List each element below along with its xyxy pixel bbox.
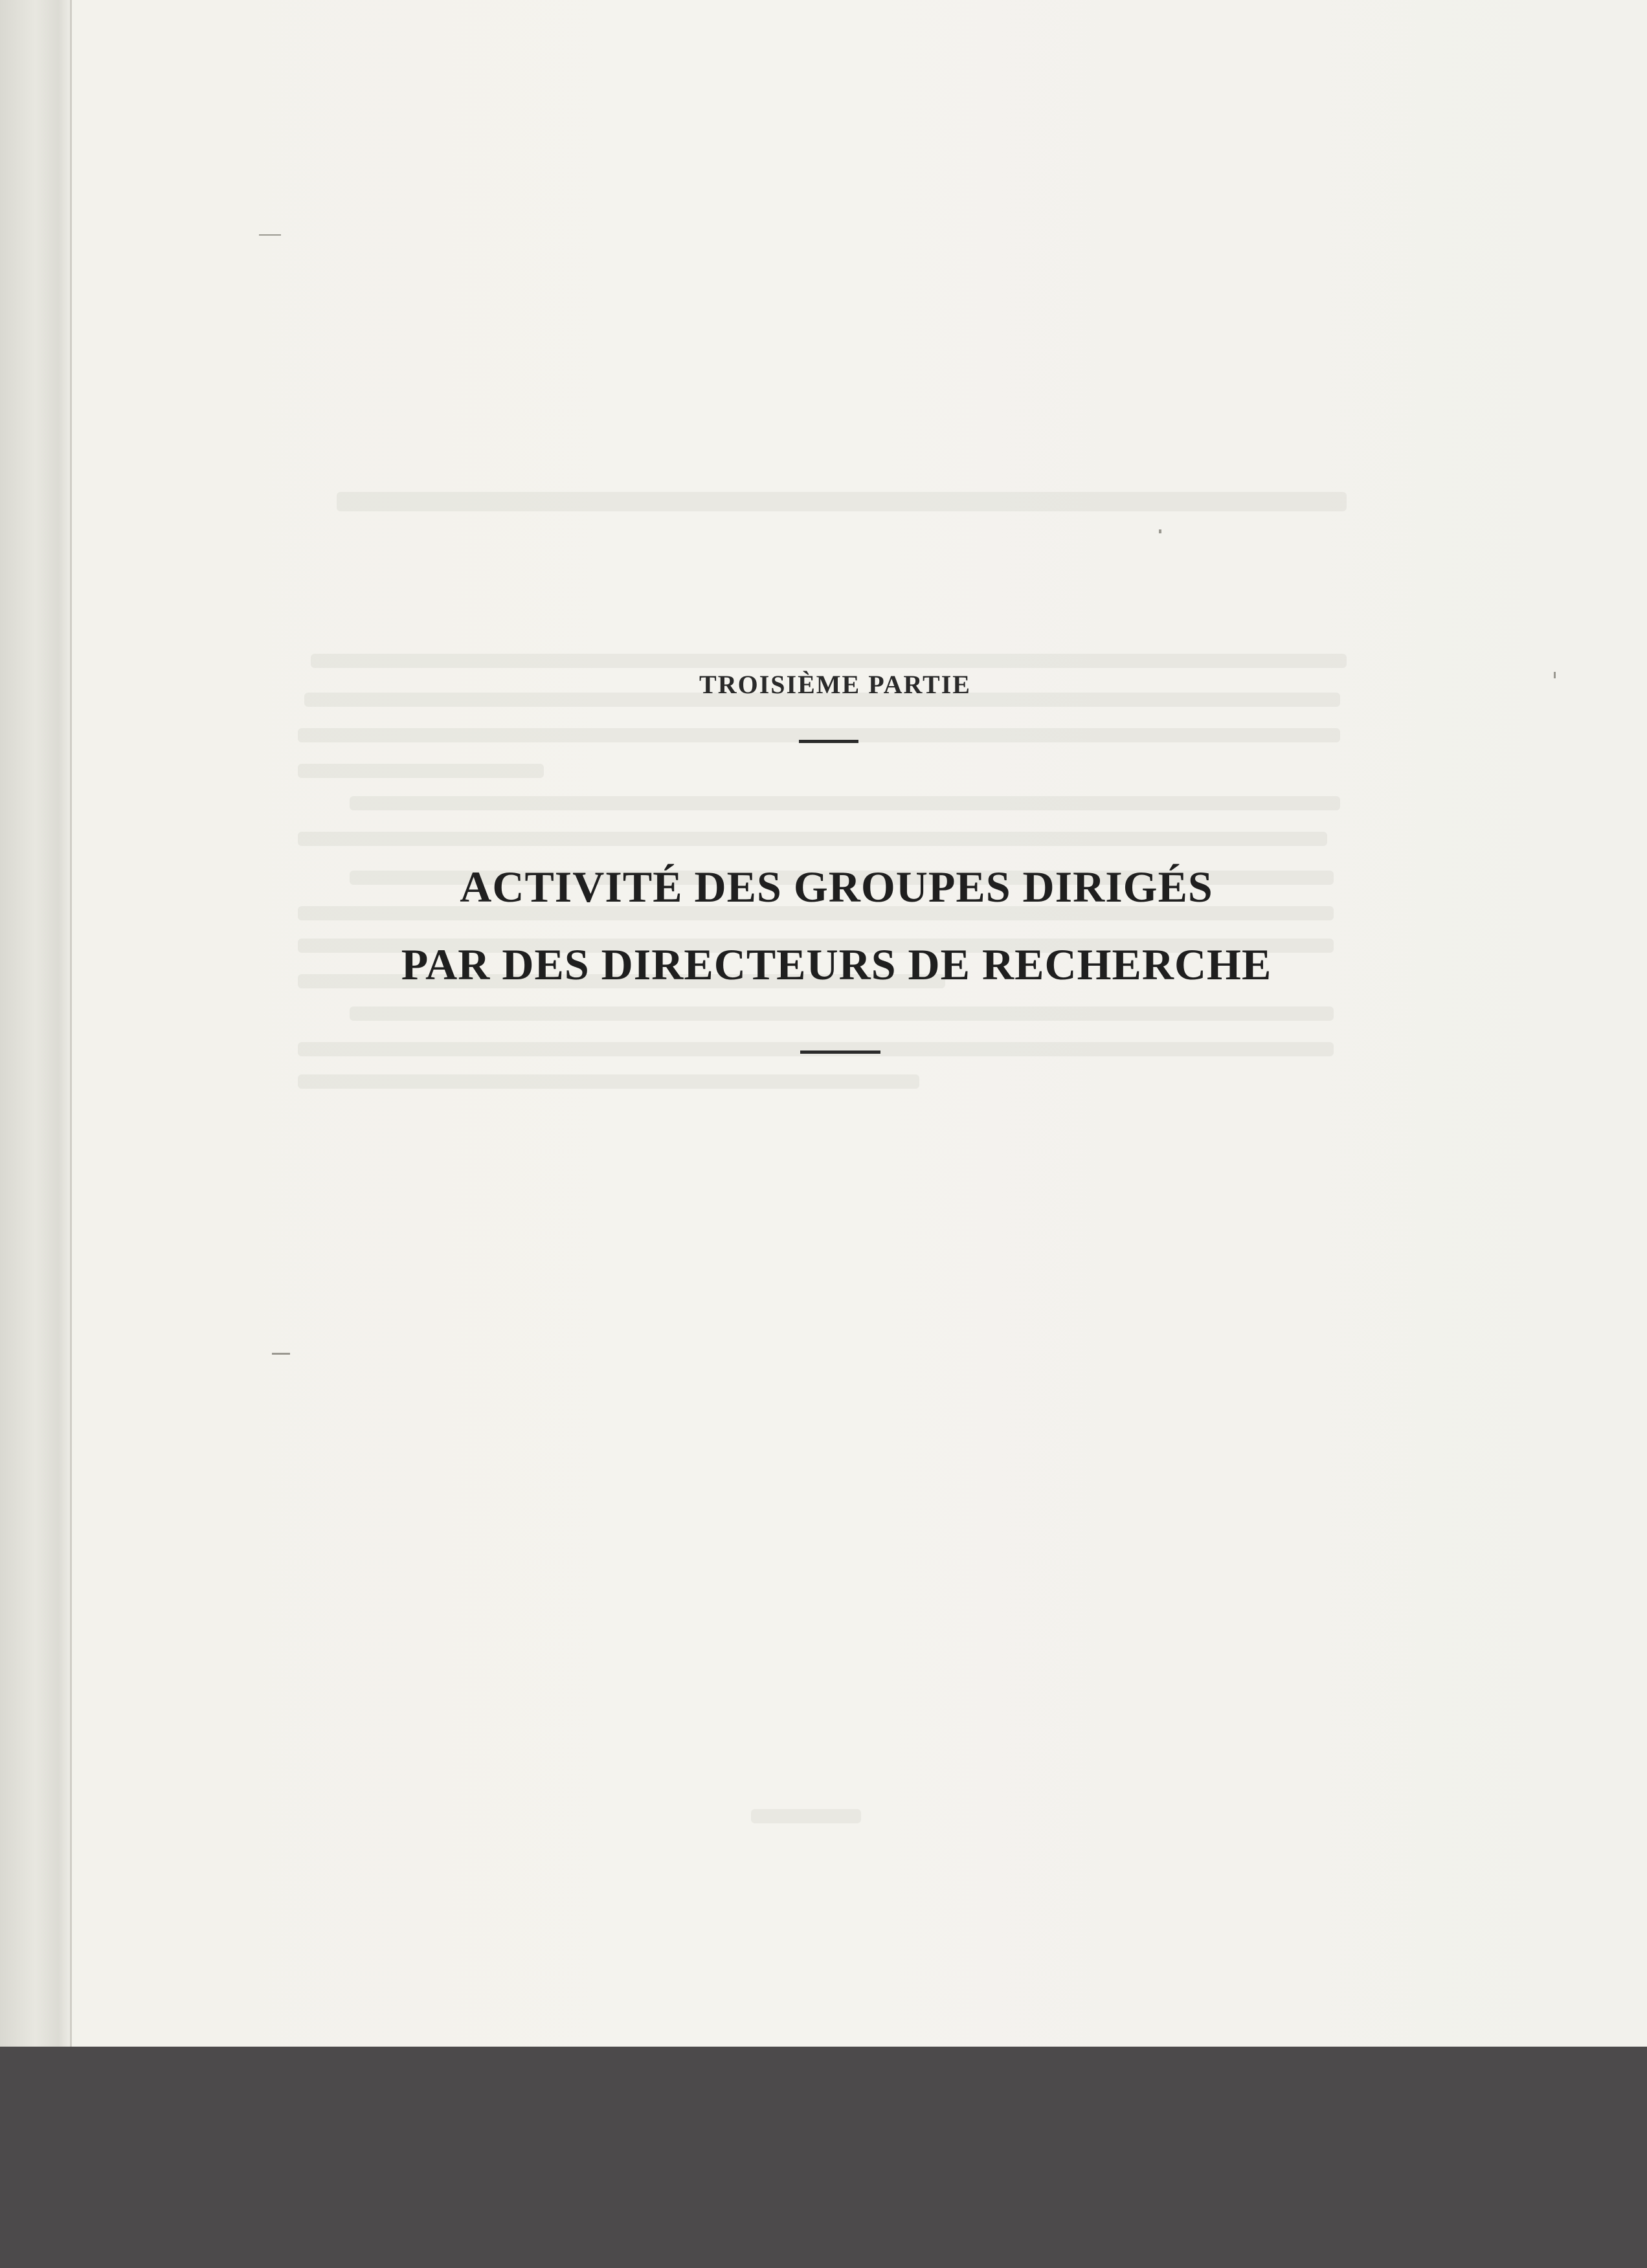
divider-rule-bottom xyxy=(800,1051,880,1054)
section-title xyxy=(0,848,1647,1003)
section-title-line-1: ACTIVITÉ DES GROUPES DIRIGÉS xyxy=(460,862,1213,911)
divider-rule-top xyxy=(799,740,858,743)
part-label: TROISIÈME PARTIE xyxy=(699,670,971,699)
section-title-line-2: PAR DES DIRECTEURS DE RECHERCHE xyxy=(401,940,1272,989)
